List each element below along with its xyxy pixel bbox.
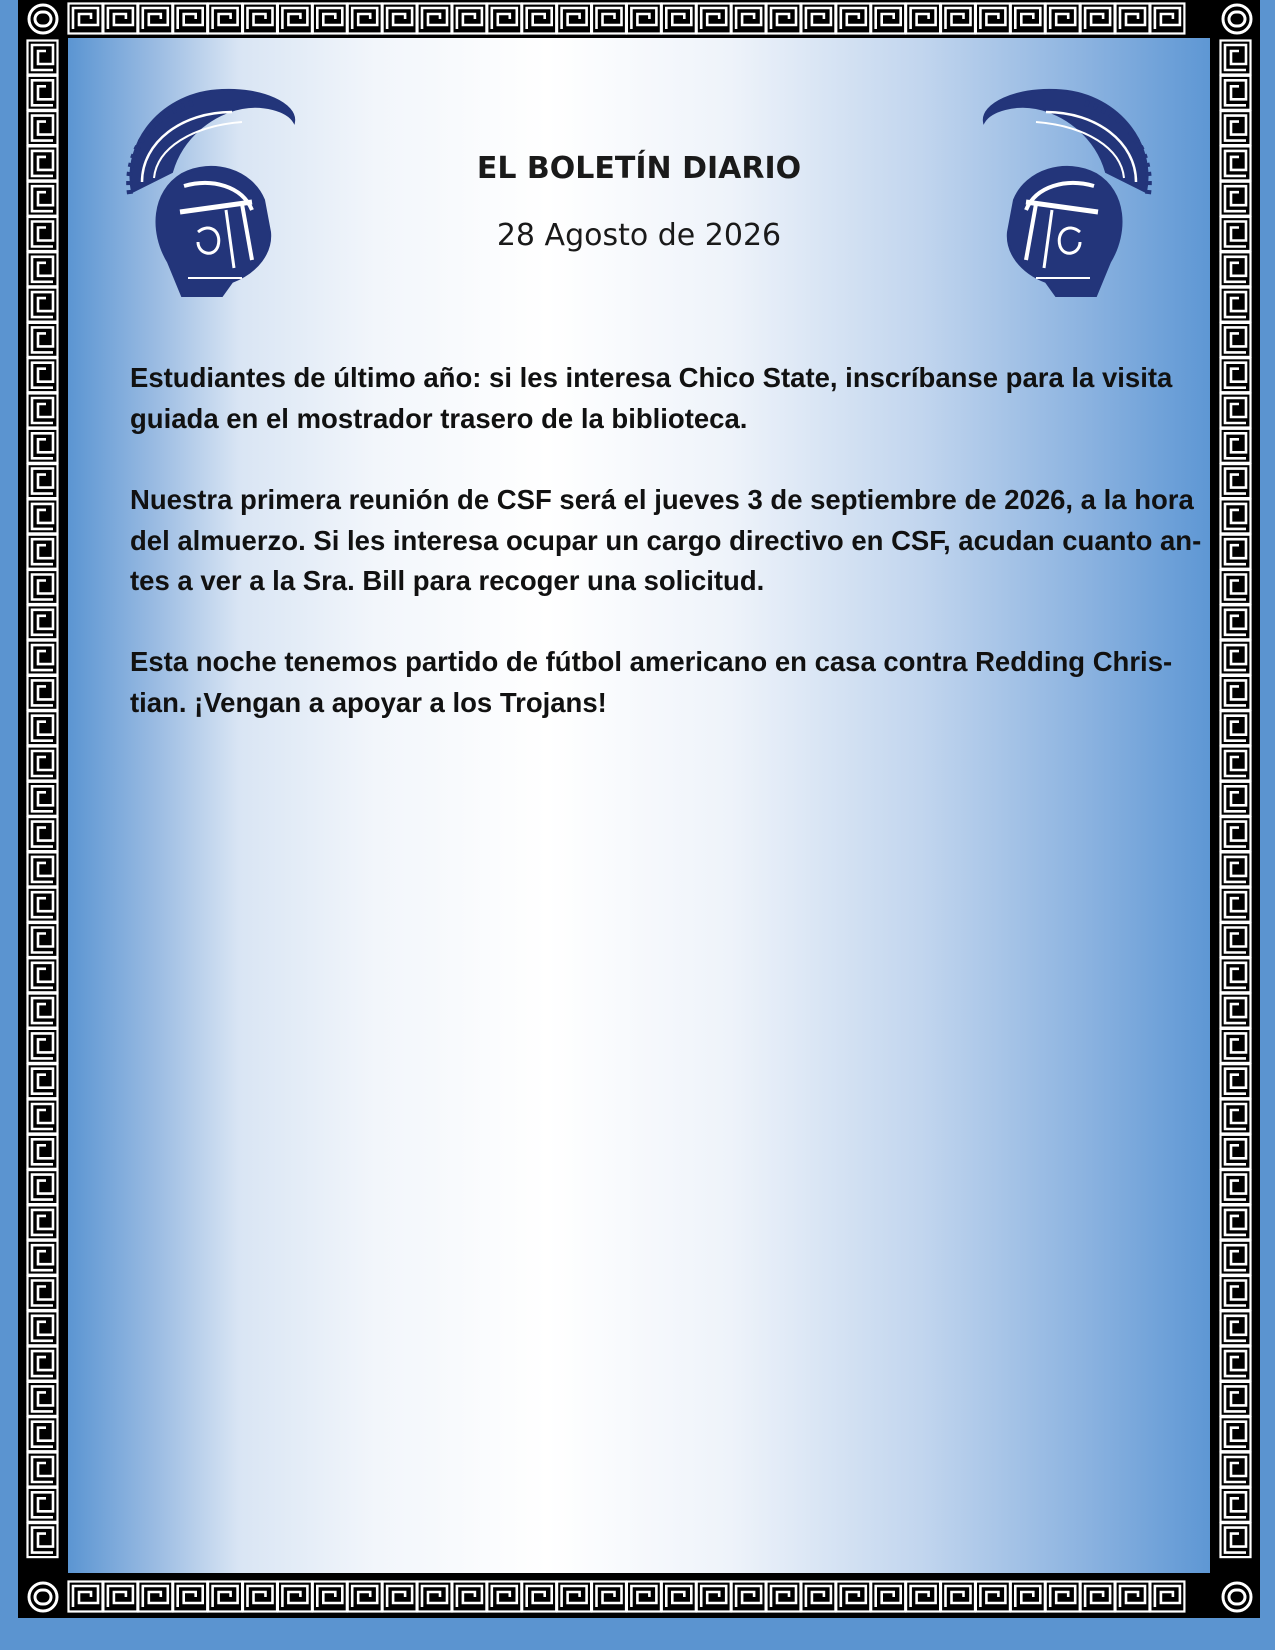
border-key-tile	[1046, 4, 1080, 34]
border-key-tile	[1221, 1382, 1251, 1416]
border-key-tile	[557, 4, 591, 34]
border-key-tile	[1221, 1029, 1251, 1063]
border-key-tile	[1221, 958, 1251, 992]
border-key-tile	[592, 4, 626, 34]
border-key-tile	[383, 1582, 417, 1612]
border-key-tile	[732, 4, 766, 34]
border-key-tile	[28, 570, 58, 604]
announcement-line: del almuerzo. Si les interesa ocupar un cargo directivo en CSF, acudan cuanto an-	[130, 524, 1202, 556]
border-key-tile	[28, 817, 58, 851]
border-key-tile	[28, 1523, 58, 1557]
border-key-tile	[383, 4, 417, 34]
border-key-tile	[103, 1582, 137, 1612]
border-key-tile	[28, 182, 58, 216]
border-key-tile	[28, 994, 58, 1028]
border-key-tile	[522, 1582, 556, 1612]
border-key-tile	[836, 1582, 870, 1612]
border-key-tile	[69, 1582, 103, 1612]
border-key-tile	[28, 1100, 58, 1134]
border-key-tile	[28, 747, 58, 781]
border-key-tile	[28, 41, 58, 75]
border-key-tile	[28, 1417, 58, 1451]
border-key-tile	[28, 252, 58, 286]
border-key-tile	[627, 4, 661, 34]
border-key-tile	[278, 1582, 312, 1612]
border-key-tile	[28, 535, 58, 569]
border-key-tile	[28, 358, 58, 392]
border-key-tile	[1221, 1241, 1251, 1275]
border-key-tile	[28, 1064, 58, 1098]
border-key-tile	[1221, 747, 1251, 781]
border-key-tile	[1221, 852, 1251, 886]
border-key-tile	[208, 1582, 242, 1612]
border-key-tile	[1221, 1417, 1251, 1451]
border-key-tile	[1081, 1582, 1115, 1612]
border-key-tile	[1046, 1582, 1080, 1612]
border-key-tile	[69, 4, 103, 34]
border-key-tile	[418, 1582, 452, 1612]
border-key-tile	[487, 1582, 521, 1612]
border-key-tile	[1221, 1135, 1251, 1169]
trojan-helmet-icon	[102, 82, 302, 298]
border-key-tile	[1221, 1205, 1251, 1239]
border-key-tile	[1150, 1582, 1184, 1612]
border-key-tile	[28, 888, 58, 922]
bulletin-title: EL BOLETÍN DIARIO	[476, 151, 802, 186]
border-key-tile	[348, 1582, 382, 1612]
border-key-tile	[452, 4, 486, 34]
border-key-tile	[1011, 4, 1045, 34]
border-key-tile	[1116, 4, 1150, 34]
border-key-tile	[173, 4, 207, 34]
border-key-tile	[138, 4, 172, 34]
border-key-tile	[1221, 182, 1251, 216]
border-key-tile	[976, 4, 1010, 34]
border-key-tile	[767, 1582, 801, 1612]
border-key-tile	[906, 4, 940, 34]
border-key-tile	[1150, 4, 1184, 34]
border-key-tile	[28, 1135, 58, 1169]
border-key-tile	[28, 1029, 58, 1063]
border-key-tile	[1221, 1276, 1251, 1310]
border-key-tile	[243, 1582, 277, 1612]
border-key-tile	[28, 1170, 58, 1204]
border-key-tile	[1221, 1064, 1251, 1098]
border-key-tile	[28, 641, 58, 675]
announcement-line: guiada en el mostrador trasero de la biblioteca.	[130, 402, 748, 434]
border-key-tile	[1011, 1582, 1045, 1612]
border-key-tile	[1221, 1347, 1251, 1381]
announcement-line: Esta noche tenemos partido de fútbol americano en casa contra Redding Chris-	[130, 646, 1173, 677]
border-key-tile	[522, 4, 556, 34]
border-key-tile	[28, 1347, 58, 1381]
border-key-tile	[28, 464, 58, 498]
border-key-tile	[28, 1241, 58, 1275]
border-key-tile	[1221, 923, 1251, 957]
border-key-tile	[1221, 888, 1251, 922]
border-key-tile	[173, 1582, 207, 1612]
border-key-tile	[1221, 1453, 1251, 1487]
border-key-tile	[801, 4, 835, 34]
border-key-tile	[1221, 817, 1251, 851]
border-key-tile	[976, 1582, 1010, 1612]
border-key-tile	[871, 1582, 905, 1612]
border-key-tile	[1081, 4, 1115, 34]
border-key-tile	[28, 146, 58, 180]
border-key-tile	[732, 1582, 766, 1612]
border-key-tile	[941, 1582, 975, 1612]
border-key-tile	[1221, 252, 1251, 286]
border-key-tile	[278, 4, 312, 34]
border-key-tile	[1221, 288, 1251, 322]
border-key-tile	[28, 499, 58, 533]
border-key-tile	[487, 4, 521, 34]
border-key-tile	[1116, 1582, 1150, 1612]
border-key-tile	[1221, 994, 1251, 1028]
border-key-tile	[697, 1582, 731, 1612]
border-key-tile	[28, 676, 58, 710]
border-key-tile	[1221, 1170, 1251, 1204]
border-key-tile	[592, 1582, 626, 1612]
border-key-tile	[348, 4, 382, 34]
border-key-tile	[1221, 41, 1251, 75]
border-key-tile	[1221, 1311, 1251, 1345]
announcement-csf-meeting	[130, 480, 1275, 602]
border-key-tile	[28, 605, 58, 639]
border-key-tile	[28, 958, 58, 992]
border-key-tile	[28, 429, 58, 463]
bulletin-date: 28 Agosto de 2026	[496, 218, 782, 253]
border-corner	[1223, 1583, 1251, 1611]
border-key-tile	[103, 4, 137, 34]
announcement-football-game	[130, 642, 1275, 723]
announcement-line: Estudiantes de último año: si les interesa Chico State, inscríbanse para la visita	[130, 362, 1173, 393]
border-key-tile	[906, 1582, 940, 1612]
border-key-tile	[1221, 1100, 1251, 1134]
announcement-line: tian. ¡Vengan a apoyar a los Trojans!	[130, 686, 607, 718]
border-key-tile	[28, 1311, 58, 1345]
border-key-tile	[28, 76, 58, 110]
border-key-tile	[662, 1582, 696, 1612]
border-key-tile	[1221, 146, 1251, 180]
border-key-tile	[243, 4, 277, 34]
border-key-tile	[1221, 782, 1251, 816]
announcement-line: Nuestra primera reunión de CSF será el jueves 3 de septiembre de 2026, a la hora	[130, 484, 1194, 515]
border-key-tile	[28, 111, 58, 145]
border-key-tile	[28, 1276, 58, 1310]
border-key-tile	[1221, 217, 1251, 251]
announcement-senior-tour	[130, 358, 1275, 439]
border-key-tile	[627, 1582, 661, 1612]
border-key-tile	[28, 923, 58, 957]
border-key-tile	[1221, 605, 1251, 639]
border-key-tile	[313, 4, 347, 34]
border-key-tile	[697, 4, 731, 34]
border-key-tile	[452, 1582, 486, 1612]
border-key-tile	[1221, 76, 1251, 110]
border-key-tile	[1221, 1523, 1251, 1557]
border-corner	[29, 1583, 57, 1611]
border-key-tile	[28, 217, 58, 251]
border-key-tile	[208, 4, 242, 34]
border-key-tile	[28, 1453, 58, 1487]
border-key-tile	[28, 782, 58, 816]
border-key-tile	[28, 323, 58, 357]
border-key-tile	[871, 4, 905, 34]
border-key-tile	[1221, 323, 1251, 357]
bulletin-page	[18, 0, 1260, 1618]
border-key-tile	[1221, 1488, 1251, 1522]
border-key-tile	[941, 4, 975, 34]
bulletin-content	[68, 38, 1210, 1573]
border-key-tile	[313, 1582, 347, 1612]
border-key-tile	[557, 1582, 591, 1612]
announcement-line: tes a ver a la Sra. Bill para recoger una solicitud.	[130, 565, 765, 596]
border-key-tile	[28, 1205, 58, 1239]
border-key-tile	[28, 394, 58, 428]
border-key-tile	[28, 711, 58, 745]
border-key-tile	[28, 1488, 58, 1522]
border-key-tile	[836, 4, 870, 34]
border-key-tile	[28, 288, 58, 322]
trojan-helmet-icon	[976, 82, 1176, 298]
border-corner	[29, 5, 57, 33]
border-key-tile	[1221, 111, 1251, 145]
border-key-tile	[662, 4, 696, 34]
border-key-tile	[28, 1382, 58, 1416]
border-key-tile	[28, 852, 58, 886]
border-key-tile	[418, 4, 452, 34]
border-corner	[1223, 5, 1251, 33]
border-key-tile	[138, 1582, 172, 1612]
border-key-tile	[801, 1582, 835, 1612]
border-key-tile	[767, 4, 801, 34]
